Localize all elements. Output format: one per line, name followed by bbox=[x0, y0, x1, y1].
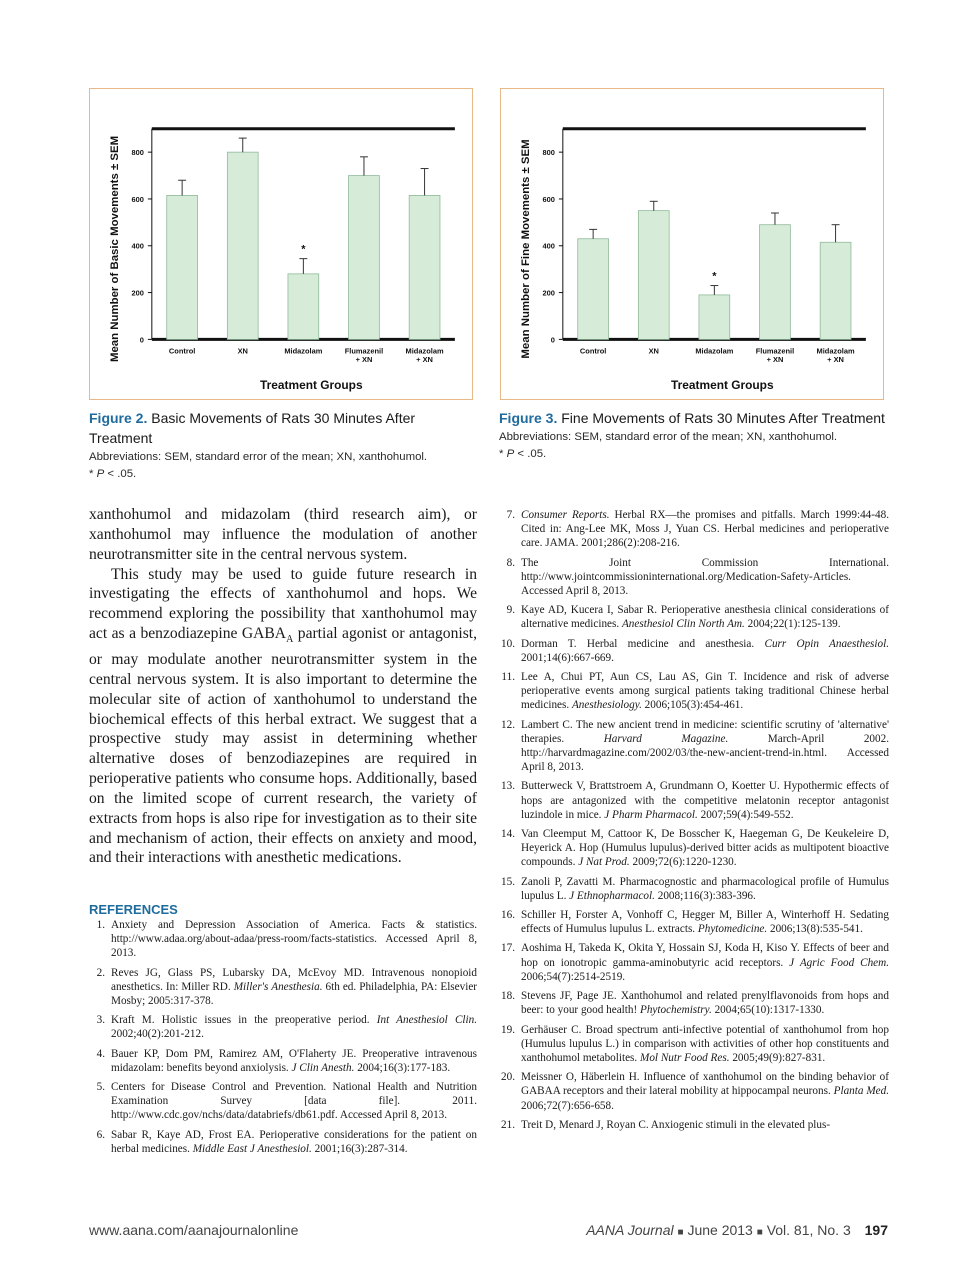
reference-item bbox=[89, 1047, 477, 1075]
reference-pre: Meissner O, Häberlein H. Influence of xanthohumol on the binding behavior of GABAA receptors and their lateral mobility at hippocampal neurons. bbox=[521, 1071, 889, 1098]
figure-3-chart bbox=[500, 88, 884, 400]
figure-3-svg bbox=[501, 89, 883, 399]
reference-journal: Curr Opin Anaesthesiol. bbox=[764, 637, 890, 650]
y-tick-label: 600 bbox=[542, 194, 555, 204]
reference-item bbox=[499, 718, 889, 775]
reference-pre: Reves JG, Glass PS, Lubarsky DA, McEvoy MD. Intravenous nonopioid anesthetics. In: Miller RD. bbox=[111, 966, 477, 993]
reference-post: 2001;14(6):667-669. bbox=[521, 651, 614, 664]
reference-post: 6th ed. Philadelphia, PA: Elsevier Mosby; 2005:317-378. bbox=[111, 980, 478, 1008]
y-axis-title: Mean Number of Fine Movements ± SEM bbox=[520, 139, 533, 359]
x-tick-label: + XN bbox=[355, 355, 373, 365]
x-tick-label: + XN bbox=[766, 355, 784, 365]
bar-flumazenil-xn bbox=[349, 176, 380, 340]
footer-journal-info bbox=[586, 1222, 888, 1238]
significance-marker: * bbox=[301, 243, 306, 256]
bar-midazolam-xn bbox=[820, 242, 851, 339]
y-tick-label: 0 bbox=[139, 335, 144, 345]
references-heading: REFERENCES bbox=[89, 902, 178, 917]
figure-3-note-p: P bbox=[506, 448, 515, 460]
reference-item bbox=[89, 966, 477, 1009]
reference-number: 15. bbox=[501, 875, 515, 888]
reference-post: 2005;49(9):827-831. bbox=[732, 1051, 826, 1064]
figure-3-note-star: * bbox=[499, 448, 504, 460]
reference-pre: Centers for Disease Control and Prevention. National Health and Nutrition Examination Survey [data file]. 2011. http://www.cdc.gov/nchs/data/databriefs/db61.pdf. Accessed April 8, 2013. bbox=[111, 1081, 477, 1122]
references-list-right bbox=[499, 508, 889, 1137]
reference-number: 12. bbox=[501, 718, 515, 731]
figure-3-abbreviations: Abbreviations: SEM, standard error of the mean; XN, xanthohumol. bbox=[499, 431, 838, 443]
reference-journal: Planta Med. bbox=[833, 1085, 890, 1098]
reference-number: 7. bbox=[506, 509, 515, 521]
bar-xn bbox=[638, 211, 669, 340]
figure-3-caption bbox=[499, 408, 885, 463]
figure-2-svg bbox=[90, 89, 472, 399]
bar-xn bbox=[227, 152, 258, 339]
y-tick-label: 200 bbox=[131, 288, 144, 298]
reference-number: 9. bbox=[506, 604, 515, 617]
x-tick-label: + XN bbox=[827, 355, 844, 365]
reference-journal: J Pharm Pharmacol. bbox=[604, 808, 698, 821]
figure-2-note-p: P bbox=[96, 468, 105, 480]
reference-pre: Schiller H, Forster A, Vonhoff C, Hegger M, Biller A, Winterhoff H. Sedating effects of Humulus lupulus L. extracts. bbox=[521, 909, 889, 936]
reference-post: 2004;16(3):177-183. bbox=[357, 1061, 451, 1074]
reference-post: 2007;59(4):549-552. bbox=[700, 808, 794, 821]
reference-journal: Harvard Magazine. bbox=[603, 732, 729, 745]
reference-item bbox=[499, 908, 889, 936]
footer-date: June 2013 bbox=[687, 1222, 753, 1238]
reference-number: 3. bbox=[96, 1014, 105, 1027]
y-tick-label: 400 bbox=[131, 241, 144, 251]
reference-item bbox=[499, 508, 889, 551]
reference-item bbox=[499, 941, 889, 984]
y-tick-label: 400 bbox=[542, 241, 555, 251]
reference-number: 18. bbox=[501, 990, 515, 1003]
x-tick-label: XN bbox=[237, 346, 248, 356]
body-paragraph-2-part-a: This study may be used to guide future research in investigating the effects of xanthohumol and hops. We recommend exploring the possibility that xanthohumol may act as a benzodiazepine GABA bbox=[89, 565, 477, 643]
reference-post: 2006;54(7):2514-2519. bbox=[521, 970, 626, 983]
y-axis-title: Mean Number of Basic Movements ± SEM bbox=[109, 135, 122, 363]
y-tick-label: 800 bbox=[131, 148, 144, 158]
reference-post: 2004;22(1):125-139. bbox=[747, 618, 841, 631]
reference-journal: J Clin Anesth. bbox=[291, 1061, 355, 1074]
x-tick-label: Flumazenil bbox=[755, 346, 795, 356]
reference-number: 20. bbox=[501, 1071, 515, 1084]
figure-3-label: Figure 3. bbox=[499, 410, 558, 426]
reference-item bbox=[499, 637, 889, 665]
figure-2-significance-note bbox=[89, 466, 475, 483]
reference-item bbox=[89, 1013, 477, 1041]
reference-post: 2004;65(10):1317-1330. bbox=[714, 1004, 825, 1017]
bar-control bbox=[167, 195, 198, 339]
reference-item bbox=[89, 1080, 477, 1123]
figure-2-title-text: Basic Movements of Rats 30 Minutes After Treatment bbox=[89, 410, 416, 446]
reference-journal: Int Anesthesiol Clin. bbox=[376, 1014, 478, 1027]
reference-post: Herbal RX—the promises and pitfalls. March 1999:44-48. Cited in: Ang-Lee MK, Moss J, Yuan CS. Herbal medicines and perioperative care. JAMA. 2001;286(2):208-216. bbox=[521, 509, 889, 550]
y-tick-label: 800 bbox=[542, 148, 555, 158]
reference-pre: Sabar R, Kaye AD, Frost EA. Perioperative considerations for the patient on herbal medicines. bbox=[111, 1128, 477, 1155]
x-tick-label: XN bbox=[648, 346, 659, 356]
reference-journal: Anesthesiology. bbox=[571, 699, 642, 712]
bar-midazolam-xn bbox=[409, 195, 440, 339]
reference-item bbox=[499, 1118, 889, 1132]
reference-item bbox=[499, 989, 889, 1017]
body-paragraph-2-part-b: partial agonist or antagonist, or may modulate another neurotransmitter system in the central nervous system. It is also important to determine the molecular site of action of xanthohumol to understand the biochemical effects of this herbal extract. We suggest that a prospective study may assist in determining whether alternative doses of benzodiazepines are required in perioperative patients who consume hops. Additionally, based on the limited scope of current research, the variety of extracts from hops is also ripe for investigation as to their site and mechanism of action, their effects on anxiety and mood, and their interactions with anesthetic medications. bbox=[89, 625, 477, 867]
bar-midazolam bbox=[699, 295, 730, 339]
reference-pre: Van Cleemput M, Cattoor K, De Bosscher K, Haegeman G, De Keukeleire D, Heyerick A. Hop (Humulus lupulus)-derived bitter acids as multipotent bioactive compounds. bbox=[521, 828, 889, 869]
reference-item bbox=[499, 670, 889, 713]
reference-pre: Kraft M. Holistic issues in the preoperative period. bbox=[111, 1014, 370, 1027]
figure-2-label: Figure 2. bbox=[89, 410, 148, 426]
reference-post: 2002;40(2):201-212. bbox=[111, 1028, 204, 1041]
figure-3-significance-note bbox=[499, 446, 885, 463]
gaba-subscript: A bbox=[286, 634, 294, 646]
y-tick-label: 600 bbox=[131, 194, 144, 204]
reference-number: 10. bbox=[501, 637, 515, 650]
reference-post: 2006;13(8):535-541. bbox=[769, 923, 863, 936]
reference-pre: Aoshima H, Takeda K, Okita Y, Hossain SJ, Koda H, Kiso Y. Effects of beer and hop on ionotropic gamma-aminobutyric acid receptors. bbox=[521, 942, 889, 969]
figure-3-title bbox=[499, 408, 885, 428]
body-text bbox=[89, 505, 477, 868]
reference-number: 17. bbox=[501, 942, 515, 955]
figure-2-title bbox=[89, 408, 475, 448]
figure-2-caption bbox=[89, 408, 475, 483]
y-tick-label: 0 bbox=[550, 335, 555, 345]
footer-url[interactable]: www.aana.com/aanajournalonline bbox=[89, 1222, 299, 1238]
reference-journal: Middle East J Anesthesiol. bbox=[192, 1142, 312, 1155]
reference-journal: Phytomedicine. bbox=[697, 923, 768, 936]
reference-pre: Treit D, Menard J, Royan C. Anxiogenic stimuli in the elevated plus- bbox=[521, 1118, 831, 1131]
reference-number: 14. bbox=[501, 828, 515, 841]
x-tick-label: Flumazenil bbox=[344, 346, 384, 356]
x-tick-label: + XN bbox=[416, 355, 433, 365]
reference-pre: Kaye AD, Kucera I, Sabar R. Perioperative anesthesia clinical considerations of alternative medicines. bbox=[521, 604, 889, 631]
body-paragraph-1: xanthohumol and midazolam (third research aim), or xanthohumol may influence the modulation of another neurotransmitter site in the central nervous system. bbox=[89, 506, 477, 563]
figure-2-abbreviations: Abbreviations: SEM, standard error of the mean; XN, xanthohumol. bbox=[89, 451, 428, 463]
x-tick-label: Midazolam bbox=[284, 346, 323, 356]
reference-number: 1. bbox=[96, 919, 105, 931]
figure-3-title-text: Fine Movements of Rats 30 Minutes After Treatment bbox=[561, 410, 885, 426]
reference-journal: J Ethnopharmacol. bbox=[569, 889, 655, 902]
reference-number: 13. bbox=[501, 780, 515, 793]
reference-item bbox=[499, 603, 889, 631]
significance-marker: * bbox=[712, 270, 717, 283]
reference-pre: Gerhäuser C. Broad spectrum anti-infective potential of xanthohumol from hop (Humulus lupulus L.) in comparison with activities of other hop constituents and xanthohumol metabolites. bbox=[521, 1023, 889, 1064]
bar-flumazenil-xn bbox=[760, 225, 791, 340]
reference-post: 2001;16(3):287-314. bbox=[314, 1142, 408, 1155]
figure-2-note-star: * bbox=[89, 468, 94, 480]
reference-pre: Dorman T. Herbal medicine and anesthesia. bbox=[521, 637, 755, 650]
x-tick-label: Control bbox=[168, 346, 196, 356]
reference-item bbox=[89, 1128, 477, 1156]
x-tick-label: Control bbox=[579, 346, 607, 356]
reference-journal: Mol Nutr Food Res. bbox=[640, 1051, 730, 1064]
x-tick-label: Midazolam bbox=[816, 346, 855, 356]
reference-post: March-April 2002. http://harvardmagazine.com/2002/03/the-new-ancient-trend-in.html. Accessed April 8, 2013. bbox=[521, 732, 890, 774]
page-number: 197 bbox=[864, 1222, 888, 1238]
reference-number: 2. bbox=[96, 966, 105, 979]
footer-separator: ■ bbox=[756, 1227, 763, 1238]
reference-number: 21. bbox=[501, 1118, 515, 1131]
reference-pre: Stevens JF, Page JE. Xanthohumol and related prenylflavonoids from hops and beer: to your good health! bbox=[521, 990, 889, 1017]
reference-item bbox=[499, 875, 889, 903]
reference-post: 2006;105(3):454-461. bbox=[644, 699, 744, 712]
reference-item bbox=[499, 1070, 889, 1113]
x-tick-label: Midazolam bbox=[695, 346, 734, 356]
reference-pre: The Joint Commission International. http://www.jointcommissioninternational.org/Medication-Safety-Articles. Accessed April 8, 2013. bbox=[521, 556, 889, 598]
y-tick-label: 200 bbox=[542, 288, 555, 298]
reference-journal: Miller's Anesthesia. bbox=[233, 980, 323, 993]
reference-journal: Anesthesiol Clin North Am. bbox=[621, 618, 745, 631]
reference-pre: Anxiety and Depression Association of America. Facts & statistics. http://www.adaa.org/about-adaa/press-room/facts-statistics. Accessed April 8, 2013. bbox=[111, 919, 477, 960]
reference-post: 2006;72(7):656-658. bbox=[521, 1099, 614, 1112]
reference-pre: Bauer KP, Dom PM, Ramirez AM, O'Flaherty JE. Preoperative intravenous midazolam: benefits beyond anxiolysis. bbox=[111, 1047, 477, 1074]
reference-post: 2009;72(6):1220-1230. bbox=[632, 856, 737, 869]
x-tick-label: Midazolam bbox=[405, 346, 444, 356]
reference-number: 5. bbox=[96, 1081, 105, 1094]
x-axis-title: Treatment Groups bbox=[260, 378, 363, 393]
footer-separator: ■ bbox=[677, 1227, 684, 1238]
reference-journal: J Agric Food Chem. bbox=[789, 956, 890, 969]
reference-pre: Zanoli P, Zavatti M. Pharmacognostic and pharmacological profile of Humulus lupulus L. bbox=[521, 875, 889, 902]
body-paragraph-2 bbox=[89, 565, 477, 869]
reference-pre: Butterweck V, Brattstroem A, Grundmann O, Koetter U. Hypothermic effects of hops are antagonized with the competitive melatonin receptor antagonist luzindole in mice. bbox=[521, 780, 889, 821]
reference-number: 16. bbox=[501, 909, 515, 922]
references-list-left bbox=[89, 918, 477, 1161]
reference-item bbox=[499, 779, 889, 822]
reference-number: 11. bbox=[501, 671, 515, 684]
figure-3-note-rest: < .05. bbox=[517, 448, 547, 460]
reference-journal: Consumer Reports. bbox=[521, 509, 610, 521]
reference-number: 6. bbox=[96, 1128, 105, 1141]
bar-midazolam bbox=[288, 274, 319, 340]
reference-item bbox=[499, 1023, 889, 1066]
reference-post: 2008;116(3):383-396. bbox=[657, 889, 756, 902]
reference-item bbox=[499, 827, 889, 870]
reference-pre: Lambert C. The new ancient trend in medicine: scientific scrutiny of 'alternative' therapies. bbox=[521, 718, 889, 745]
reference-item bbox=[499, 556, 889, 599]
reference-item bbox=[89, 918, 477, 961]
x-axis-title: Treatment Groups bbox=[671, 378, 774, 393]
reference-number: 8. bbox=[506, 556, 515, 569]
reference-pre: Lee A, Chui PT, Aun CS, Lau AS, Gin T. Incidence and risk of adverse perioperative events among surgical patients taking traditional Chinese herbal medicines. bbox=[521, 671, 889, 712]
footer-journal-name: AANA Journal bbox=[586, 1222, 674, 1238]
reference-journal: J Nat Prod. bbox=[578, 856, 630, 869]
reference-number: 4. bbox=[96, 1047, 105, 1060]
bar-control bbox=[578, 239, 609, 340]
reference-number: 19. bbox=[501, 1023, 515, 1036]
footer-volume: Vol. 81, No. 3 bbox=[766, 1222, 851, 1238]
figure-2-chart bbox=[89, 88, 473, 400]
figure-2-note-rest: < .05. bbox=[107, 468, 137, 480]
reference-journal: Phytochemistry. bbox=[640, 1004, 712, 1017]
